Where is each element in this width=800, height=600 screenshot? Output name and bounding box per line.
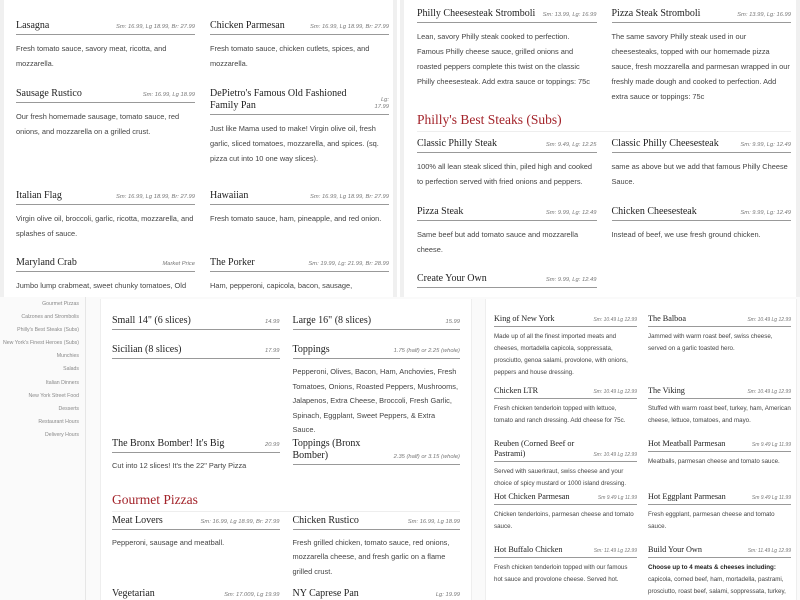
menu-item-description	[210, 121, 389, 166]
menu-item	[293, 315, 461, 336]
menu-item-price: Sm: 9.49, Lg: 12.25	[545, 142, 597, 149]
menu-item-price: Sm 9.49 Lg 11.99	[751, 442, 791, 449]
menu-item-description	[293, 536, 461, 580]
menu-item-description	[648, 403, 791, 427]
menu-item-description-text: Fresh chicken tenderloin topped with lettuce, tomato and ranch dressing. Add cheese for 75c.	[494, 404, 626, 424]
menu-item-price: Sm: 16.99, Lg 18.99, Br: 27.99	[310, 194, 389, 201]
menu-item-title: Chicken Cheesesteak	[611, 206, 697, 217]
menu-grid	[417, 8, 791, 297]
menu-item-header	[210, 20, 389, 35]
menu-item-title: King of New York	[494, 314, 555, 323]
menu-item-description	[417, 227, 597, 257]
menu-item-title: Classic Philly Steak	[417, 138, 497, 149]
menu-item	[210, 190, 389, 226]
menu-item-price: Market Price	[162, 261, 195, 268]
menu-item	[494, 545, 637, 586]
menu-item-price: Lg: 19.99	[435, 591, 460, 598]
menu-item-description	[210, 278, 389, 297]
menu-item	[16, 20, 195, 71]
menu-item-title: The Bronx Bomber! It's Big	[112, 437, 225, 449]
menu-item-title: Create Your Own	[417, 273, 487, 284]
menu-item	[612, 206, 792, 242]
menu-item-description-text: Fresh tomato sauce, chicken cutlets, spices, and mozzarella.	[210, 44, 370, 68]
menu-item-header	[648, 545, 791, 558]
menu-item-description-text: Cut into 12 slices! It's the 22" Party Pizza	[112, 460, 247, 470]
sidebar-link[interactable]: Italian Dinners	[45, 379, 79, 386]
sidebar-link[interactable]: Philly's Best Steaks (Subs)	[17, 327, 79, 334]
menu-item-header	[494, 314, 637, 327]
menu-item-header	[210, 257, 389, 272]
menu-item-title: Hot Meatball Parmesan	[648, 439, 726, 448]
menu-item-header	[112, 515, 280, 530]
menu-card	[485, 299, 797, 600]
menu-item-description	[612, 227, 792, 242]
menu-item-header	[417, 138, 597, 153]
menu-item-title: Toppings (Bronx Bomber)	[292, 437, 361, 461]
menu-item	[612, 138, 792, 189]
menu-item-header	[16, 257, 195, 272]
menu-item-description-text: Just like Mama used to make! Virgin olive oil, fresh garlic, sliced tomatoes, mozzarella, and spices. (sq. pizza cut into 10 one way slices).	[210, 124, 379, 163]
menu-item-description-text: Chicken tenderloins, parmesan cheese and tomato sauce.	[494, 510, 634, 530]
menu-item-price: 14.99	[264, 319, 280, 326]
menu-item	[648, 439, 791, 468]
menu-item-header	[293, 438, 461, 465]
menu-item	[293, 588, 461, 600]
menu-item-price: Sm: 10.49 Lg 12.99	[593, 317, 637, 324]
menu-item-header	[112, 438, 280, 453]
menu-grid	[494, 314, 791, 600]
menu-item-header	[112, 315, 280, 330]
menu-item-title: NY Caprese Pan	[292, 587, 359, 599]
menu-item	[293, 344, 461, 438]
menu-item-description-text: Meatballs, parmesan cheese and tomato sauce.	[648, 457, 780, 465]
menu-item-description-text: Instead of beef, we use fresh ground chicken.	[611, 230, 761, 239]
menu-item-header	[16, 190, 195, 205]
menu-item-header	[494, 545, 637, 558]
menu-item-price: Sm: 16.99, Lg 18.99	[407, 518, 460, 525]
menu-item-title: Hot Chicken Parmesan	[494, 492, 570, 501]
menu-item	[494, 439, 637, 490]
menu-item-header	[612, 206, 792, 221]
menu-item-description	[112, 459, 280, 474]
menu-item-title: Large 16" (8 slices)	[292, 315, 372, 326]
menu-item-price: 1.75 (half) or 2.25 (whole)	[393, 348, 460, 355]
menu-item-title: Italian Flag	[16, 190, 62, 201]
section-heading: Philly's Best Steaks (Subs)	[417, 112, 791, 132]
menu-item-description-text: Pepperoni, sausage and meatball.	[112, 537, 225, 547]
menu-item	[494, 386, 637, 427]
menu-item	[494, 492, 637, 533]
menu-item-description-text: Fresh tomato sauce, ham, pineapple, and red onion.	[210, 214, 382, 223]
menu-item-price: 17.99	[264, 348, 280, 355]
menu-item-description	[210, 211, 389, 226]
menu-item	[612, 8, 792, 104]
menu-item-price: Sm: 9.99, Lg: 12.49	[740, 142, 791, 149]
menu-item-price: Sm 9.49 Lg 11.99	[597, 495, 637, 502]
menu-item-description-text: Jumbo lump crabmeat, sweet chunky tomatoes, Old	[16, 281, 187, 290]
menu-item-description-text: Lean, savory Philly steak cooked to perfection. Famous Philly cheese sauce, grilled onions and roasted peppers complete this twist on the classic Philly cheesesteak. Add extra sauce or toppings: 75c	[417, 32, 590, 86]
menu-item-price: Sm: 9.99, Lg: 12.49	[545, 277, 597, 284]
menu-item-description-text: Ham, pepperoni, capicola, bacon, sausage,	[210, 281, 353, 290]
menu-item-title: Chicken LTR	[494, 386, 539, 395]
menu-item-description	[612, 159, 792, 189]
menu-item-description	[648, 456, 791, 468]
sidebar-link[interactable]: Salads	[63, 366, 79, 373]
menu-item-price: 15.99	[445, 319, 460, 326]
menu-item-header	[612, 8, 792, 23]
menu-item-description	[648, 331, 791, 355]
menu-item-header	[417, 8, 597, 23]
category-sidebar	[0, 297, 86, 600]
menu-item	[112, 515, 280, 551]
menu-item-description-text: Made up of all the finest imported meats and cheeses, mortadella capicola, soppressata, prosciutto, genoa salami, provolone, with onions, peppers and house dressing.	[494, 332, 628, 376]
menu-item-description	[494, 403, 637, 427]
menu-item	[112, 588, 280, 600]
menu-item-header	[293, 515, 461, 530]
menu-item-title: The Viking	[648, 386, 685, 395]
menu-item-title: Maryland Crab	[16, 257, 77, 268]
menu-grid	[112, 315, 460, 600]
sidebar-link[interactable]: New York Street Food	[28, 392, 79, 399]
menu-item-description	[494, 466, 637, 490]
screenshot-strombolis-steaks	[400, 0, 800, 297]
menu-item-price: Sm: 10.49 Lg 12.99	[747, 389, 791, 396]
menu-item	[16, 88, 195, 139]
menu-item-description-text: Fresh tomato sauce, savory meat, ricotta, and mozzarella.	[16, 44, 167, 68]
menu-item-price: Sm: 10.49 Lg 12.99	[593, 389, 637, 396]
menu-item-title: Chicken Rustico	[292, 514, 359, 526]
menu-item-description-text: Fresh chicken tenderloin topped with our famous hot sauce and provolone cheese. Served hot.	[494, 563, 628, 583]
sidebar-link[interactable]: Munchies	[56, 353, 79, 360]
menu-item-price: 2.35 (half) or 3.15 (whole)	[393, 453, 460, 460]
menu-item-price: Sm: 17.009, Lg 19.99	[224, 591, 280, 598]
menu-item	[293, 438, 461, 471]
menu-item-title: Pizza Steak	[417, 206, 464, 217]
menu-item-description-text: Fresh grilled chicken, tomato sauce, red onions, mozzarella cheese, and fresh garlic on a flame grilled crust.	[292, 537, 450, 576]
menu-item-description-text: Our fresh homemade sausage, tomato sauce, red onions, and mozzarella on a grilled crust.	[16, 112, 180, 136]
menu-item-title: Hawaiian	[210, 190, 249, 201]
menu-item-header	[112, 344, 280, 359]
menu-item-title: Meat Lovers	[112, 514, 163, 526]
menu-item-description-text: Same beef but add tomato sauce and mozzarella cheese.	[417, 230, 579, 254]
menu-item	[16, 190, 195, 241]
menu-item-description-text: same as above but we add that famous Philly Cheese Sauce.	[611, 162, 788, 186]
menu-item-header	[494, 386, 637, 399]
screenshot-pizzas-with-sidebar	[0, 297, 480, 600]
menu-item-price: Sm: 9.99, Lg: 12.49	[545, 210, 597, 217]
menu-item-price: Lg: 17.99	[374, 96, 389, 111]
menu-item-title: DePietro's Famous Old Fashioned Family Pan	[210, 88, 347, 111]
screenshot-heroes	[480, 297, 800, 600]
sidebar-link[interactable]: Calzones and Strombolis	[21, 314, 79, 321]
menu-item-header	[293, 588, 461, 600]
menu-item-title: Toppings	[292, 344, 330, 355]
menu-item-description-text: Served with sauerkraut, swiss cheese and your choice of spicy mustard or 1000 island dressing.	[494, 467, 627, 487]
menu-item-title: Vegetarian	[112, 587, 155, 599]
menu-item-description	[16, 109, 195, 139]
menu-item-description-text: The same savory Philly steak used in our cheesesteaks, topped with our homemade pizza sauce, fresh mozzarella and parmesan wrapped in our freshly made dough and cooked to perfection. Add extra sauce or toppings: 75c	[611, 32, 790, 101]
menu-item	[648, 492, 791, 533]
menu-item-title: The Porker	[210, 257, 255, 268]
menu-item-description	[112, 536, 280, 551]
menu-item-description-text: Virgin olive oil, broccoli, garlic, ricotta, mozzarella, and splashes of sauce.	[16, 214, 194, 238]
menu-item-description	[16, 278, 195, 297]
menu-item	[210, 257, 389, 297]
menu-item-header	[417, 273, 597, 288]
menu-item	[417, 206, 597, 257]
menu-item	[417, 273, 597, 297]
menu-item-price: Sm: 13.99, Lg: 16.99	[542, 12, 597, 19]
menu-item-price: Sm: 16.99, Lg 18.99, Br: 27.99	[310, 24, 389, 31]
menu-item-price: Sm: 13.99, Lg: 16.99	[737, 12, 791, 19]
sidebar-link[interactable]: New York's Finest Heroes (Subs)	[3, 340, 79, 347]
menu-item-header	[210, 88, 389, 115]
menu-item-header	[648, 492, 791, 505]
menu-card	[100, 299, 472, 600]
section-heading: Gourmet Pizzas	[112, 492, 460, 512]
menu-item	[648, 386, 791, 427]
menu-item-description	[494, 331, 637, 379]
menu-item-price: Sm: 19.99, Lg: 21.99, Br: 28.99	[308, 261, 389, 268]
menu-item-header	[648, 439, 791, 452]
menu-item-price: Sm: 11.49 Lg 12.99	[747, 548, 791, 555]
menu-item	[417, 8, 597, 89]
menu-item-header	[494, 492, 637, 505]
menu-item	[494, 314, 637, 379]
menu-item-description	[648, 509, 791, 533]
menu-item-description	[210, 41, 389, 71]
menu-item-header	[16, 20, 195, 35]
menu-item-description	[417, 29, 597, 89]
menu-item-header	[210, 190, 389, 205]
menu-item-header	[417, 206, 597, 221]
menu-item-header	[494, 439, 637, 462]
menu-item-price: 20.99	[264, 441, 280, 448]
menu-item-description	[293, 365, 461, 438]
menu-item-price: Sm: 9.99, Lg: 12.49	[740, 210, 791, 217]
menu-item-price: Sm: 11.49 Lg 12.99	[593, 548, 637, 555]
menu-item-description	[16, 211, 195, 241]
menu-item-header	[648, 314, 791, 327]
menu-item-title: Chicken Parmesan	[210, 20, 285, 31]
menu-item-header	[293, 344, 461, 359]
menu-item	[293, 515, 461, 580]
menu-item	[112, 438, 280, 474]
menu-item-title: Pizza Steak Stromboli	[611, 8, 701, 19]
menu-item-description-text: Fresh eggplant, parmesan cheese and tomato sauce.	[648, 510, 775, 530]
menu-item-header	[648, 386, 791, 399]
menu-item-price: Sm: 16.99, Lg 18.99, Br: 27.99	[116, 194, 195, 201]
menu-item	[648, 314, 791, 355]
menu-item-header	[293, 315, 461, 330]
menu-item-title: Hot Eggplant Parmesan	[648, 492, 726, 501]
menu-item	[210, 88, 389, 166]
menu-item-title: The Balboa	[648, 314, 686, 323]
menu-item	[16, 257, 195, 297]
menu-item-description-text: Jammed with warm roast beef, swiss cheese, served on a garlic toasted hero.	[648, 332, 773, 352]
menu-item-price: Sm: 10.49 Lg 12.99	[593, 452, 637, 459]
menu-item-title: Sausage Rustico	[16, 88, 82, 99]
menu-item-title: Reuben (Corned Beef or Pastrami)	[494, 439, 575, 458]
menu-grid	[16, 20, 389, 297]
sidebar-link[interactable]: Gourmet Pizzas	[42, 301, 79, 307]
menu-item-description-text: Pepperoni, Olives, Bacon, Ham, Anchovies, Fresh Tomatoes, Onions, Roasted Peppers, Mushrooms, Jalapenos, Extra Cheese, Broccoli, Fresh Garlic, Spinach, Eggplant, Sweet Peppers, & Extra Sauce.	[292, 367, 459, 434]
menu-item-price: Sm: 16.99, Lg 18.99, Br: 27.99	[200, 518, 280, 525]
menu-item-title: Classic Philly Cheesesteak	[611, 138, 719, 149]
menu-item-description	[417, 159, 597, 189]
menu-item-price: Sm 9.49 Lg 11.99	[751, 495, 791, 502]
menu-item-description	[612, 29, 792, 104]
menu-item-title: Lasagna	[16, 20, 50, 31]
sidebar-link[interactable]: Delivery Hours	[44, 431, 79, 438]
menu-item-description-text: Stuffed with warm roast beef, turkey, ham, American cheese, lettuce, tomatoes, and mayo.	[648, 404, 791, 424]
menu-item-description	[648, 562, 791, 600]
menu-item-title: Small 14" (6 slices)	[112, 315, 191, 326]
menu-item	[112, 315, 280, 336]
menu-item-header	[612, 138, 792, 153]
menu-item-price: Sm: 16.99, Lg 18.99, Br: 27.99	[116, 24, 195, 31]
menu-item-price: Sm: 16.99, Lg 18.99	[142, 92, 195, 99]
menu-item-lead: Choose up to 4 meats & cheeses including:	[648, 563, 776, 571]
menu-item-header	[112, 588, 280, 600]
menu-item	[112, 344, 280, 365]
menu-item	[417, 138, 597, 189]
screenshot-gourmet-pizzas	[0, 0, 397, 297]
menu-item-title: Philly Cheesesteak Stromboli	[417, 8, 536, 19]
menu-item-title: Hot Buffalo Chicken	[494, 545, 563, 554]
menu-item-description-text: 100% all lean steak sliced thin, piled high and cooked to perfection served with fried onions and peppers.	[417, 162, 593, 186]
sidebar-link[interactable]: Desserts	[58, 405, 79, 412]
menu-item-title: Build Your Own	[648, 545, 702, 554]
menu-item-price: Sm: 10.49 Lg 12.99	[747, 317, 791, 324]
menu-item-title: Sicilian (8 slices)	[112, 344, 182, 355]
menu-item-description-text: capicola, corned beef, ham, mortadella, pastrami, prosciutto, roast beef, salami, soppressata, turkey,	[648, 575, 786, 595]
menu-item-description	[494, 509, 637, 533]
menu-item	[648, 545, 791, 600]
menu-item-description	[494, 562, 637, 586]
menu-item-description	[16, 41, 195, 71]
menu-item	[210, 20, 389, 71]
menu-item-header	[16, 88, 195, 103]
sidebar-link[interactable]: Restaurant Hours	[38, 418, 79, 425]
